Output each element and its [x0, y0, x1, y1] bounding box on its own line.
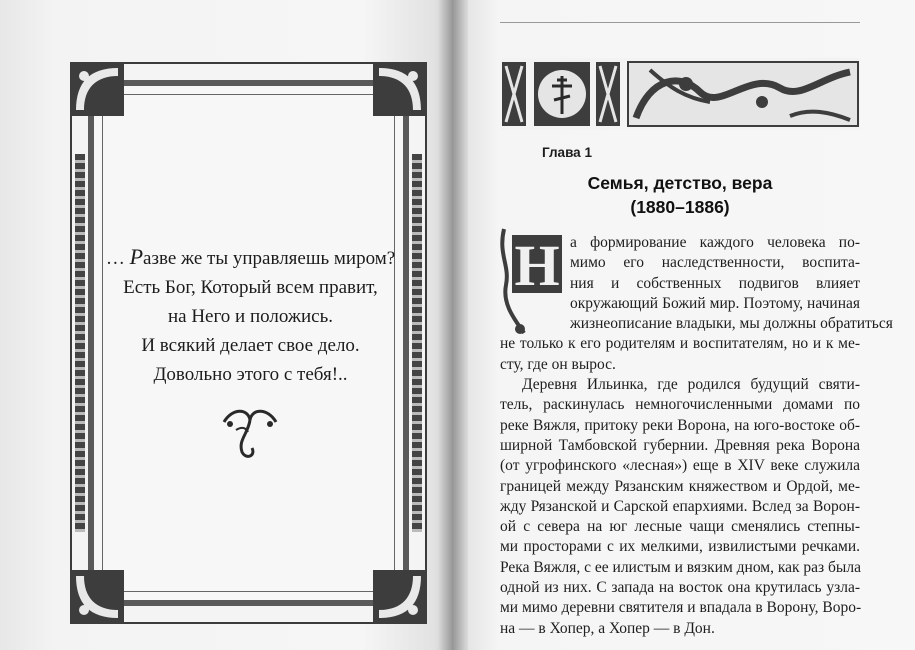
text-line: не только к его родителям и воспитателям, но и к ме-	[500, 335, 860, 353]
ornamental-frame	[70, 62, 427, 624]
quote-line-1-rest: азве же ты управляешь миром?	[143, 248, 396, 269]
left-page	[0, 0, 452, 650]
text-line: жду Рязанской и Сарской епархиями. Вслед за Ворон-	[500, 497, 860, 515]
text-line: ми просторами с их мелкими, извилистыми речками.	[500, 538, 860, 556]
chapter-label: Глава 1	[542, 145, 592, 160]
text-line: мимо его наследственности, воспита-	[570, 254, 860, 272]
text-line: ми мимо деревни святителя и впадала в Ворону, Воро-	[500, 599, 862, 617]
corner-ornament-icon	[70, 570, 124, 624]
corner-ornament-icon	[373, 570, 427, 624]
text-line: ния и собственных подвигов влияет	[570, 274, 860, 292]
running-head-rule	[500, 12, 860, 23]
text-line: ширной Тамбовской губернии. Древняя река Ворона	[500, 436, 860, 454]
body-text	[500, 233, 893, 639]
quote-line-5: Довольно этого с тебя!..	[153, 364, 348, 385]
quote-line-2: Есть Бог, Который всем правит,	[123, 277, 378, 298]
drop-cap-letter: Н	[514, 233, 560, 298]
quote-line-4: И всякий делает свое дело.	[141, 335, 360, 356]
chapter-title-line-1: Семья, детство, вера	[587, 173, 773, 193]
corner-ornament-icon	[373, 62, 427, 116]
text-line: сту, где он вырос.	[500, 355, 616, 373]
quote-line-1	[72, 242, 429, 273]
text-line: Река Вяжля, с ее илистым и вязким дном, как раз была	[500, 558, 861, 576]
text-line: границей между Рязанским княжеством и Ордой, ме-	[500, 477, 860, 495]
chapter-title	[500, 171, 860, 219]
text-line: Деревня Ильинка, где родился будущий святи-	[522, 376, 860, 394]
right-page-content	[452, 0, 915, 650]
floral-vignette-icon	[218, 404, 282, 464]
corner-ornament-icon	[70, 62, 124, 116]
text-line: (от угрофинского «лесная») еще в XIV веке служила	[500, 457, 860, 475]
chapter-header-ornament	[500, 58, 860, 130]
text-line: а формирование каждого человека по-	[570, 234, 860, 251]
quote-line-3: на Него и положись.	[167, 306, 334, 327]
text-line: реке Вяжля, притоку реки Ворона, на юго-востоке об-	[500, 416, 860, 434]
text-line: одной из них. С запада на восток она крутилась узла-	[500, 579, 860, 597]
text-line: ой с севера на юг лесные чащи сменялись степны-	[500, 518, 860, 536]
text-line: окружающий Божий мир. Поэтому, начиная	[570, 294, 860, 312]
quote-prefix: …	[105, 248, 130, 269]
chapter-title-dates: (1880–1886)	[630, 197, 730, 217]
epigraph-quote	[72, 242, 429, 389]
text-line: на — в Хопер, а Хопер — в Дон.	[500, 619, 715, 637]
quote-initial: Р	[129, 244, 144, 269]
text-line: тель, раскинулась немногочисленными домами по	[500, 396, 860, 414]
text-line: жизнеописание владыки, мы должны обратиться	[570, 315, 893, 333]
